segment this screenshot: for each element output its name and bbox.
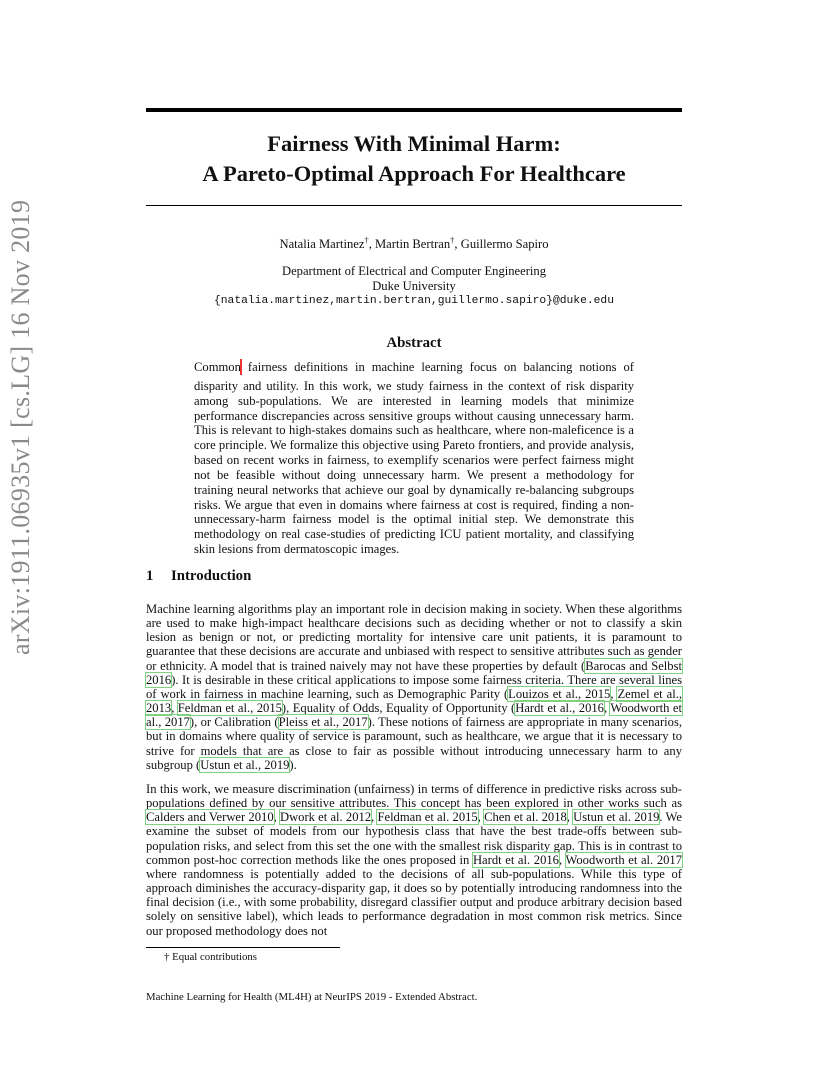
author-emails: {natalia.martinez,martin.bertran,guillermo.sapiro}@duke.edu — [214, 295, 614, 307]
abstract-heading: Abstract — [386, 335, 442, 351]
citation-link[interactable]: Hardt et al. 2016 — [472, 852, 559, 867]
footnote-rule — [146, 947, 340, 948]
citation-link[interactable]: Calders and Verwer 2010 — [146, 810, 274, 825]
university: Duke University — [372, 279, 456, 293]
citation-link[interactable]: Woodworth et al. 2017 — [565, 852, 682, 867]
citation-link[interactable]: Ustun et al. 2019 — [573, 810, 660, 825]
citation-link[interactable]: Chen et al. 2018 — [484, 810, 567, 825]
title-line-1: Fairness With Minimal Harm: — [267, 131, 561, 156]
arxiv-identifier: arXiv:1911.06935v1 [cs.LG] 16 Nov 2019 — [6, 199, 35, 655]
title-rule-top — [146, 108, 682, 112]
intro-paragraph-2: In this work, we measure discrimination (unfairness) in terms of difference in predictive risks across sub-populations defined by our sensitive attributes. This concept has been explored in other works such as Calders and Verwer 2010, Dwork et al. 2012, Feldman et al. 2015, Chen et al. 2018, Ustun et al. 2019. We examine the subset of models from our hypothesis class that have the best trade-offs between sub-population risks, and select from this set the one with the smallest risk disparity gap. This is in contrast to common post-hoc correction methods like the ones proposed in Hardt et al. 2016, Woodworth et al. 2017 where randomness is potentially added to the decisions of all sub-populations. While this type of approach diminishes the accuracy-disparity gap, it does so by potentially introducing randomness into the final decision (i.e., with some probability, disregard classifier output and produce arbitrary decision based solely on sensitive label), which leads to performance degradation in most common risk metrics. Since our proposed methodology does not — [146, 782, 683, 938]
dagger-1: † — [364, 235, 369, 245]
section-heading-introduction — [146, 568, 251, 585]
citation-link[interactable]: Dwork et al. 2012 — [279, 810, 372, 825]
affiliation — [146, 264, 682, 309]
section-title: Introduction — [171, 568, 252, 584]
citation-link[interactable]: Feldman et al., 2015 — [177, 701, 282, 716]
venue-note: Machine Learning for Health (ML4H) at NeurIPS 2019 - Extended Abstract. — [146, 991, 478, 1003]
citation-link[interactable]: Ustun et al., 2019 — [200, 757, 290, 772]
citation-link[interactable]: Pleiss et al., 2017 — [278, 715, 368, 730]
dagger-2: † — [450, 235, 455, 245]
author-2: Martin Bertran — [374, 237, 451, 252]
paper-title — [146, 129, 682, 189]
citation-link[interactable]: Barocas and Selbst 2016 — [146, 658, 682, 687]
citation-link[interactable]: Feldman et al. 2015 — [377, 810, 478, 825]
author-1: Natalia Martinez — [279, 237, 365, 252]
citation-link[interactable]: Woodworth et al., 2017 — [146, 701, 683, 730]
title-line-2: A Pareto-Optimal Approach For Healthcare — [202, 161, 626, 186]
footnote-equal-contributions: † Equal contributions — [164, 951, 257, 963]
abstract-body: Common fairness definitions in machine learning focus on balancing notions of disparity and utility. In this work, we study fairness in the context of risk disparity among sub-populations. We are interested in learning models that minimize performance discrepancies across sensitive groups without causing unnecessary harm. This is relevant to high-stakes domains such as healthcare, where non-maleficence is a core principle. We formalize this objective using Pareto frontiers, and provide analysis, based on recent works in fairness, to exemplify scenarios were perfect fairness might not be feasible without doing unnecessary harm. We present a methodology for training neural networks that achieve our goal by dynamically re-balancing subgroups risks. We argue that even in domains where fairness at cost is required, finding a non-unnecessary-harm fairness model is the optimal initial step. We demonstrate this methodology on real case-studies of predicting ICU patient mortality, and classifying skin lesions from dermatoscopic images. — [194, 360, 634, 557]
author-3: Guillermo Sapiro — [460, 237, 549, 252]
intro-paragraph-1: Machine learning algorithms play an important role in decision making in society. When these algorithms are used to make high-impact healthcare decisions such as deciding whether or not to classify a skin lesion as benign or not, or predicting mortality for intensive care unit patients, it is paramount to guarantee that these decisions are accurate and unbiased with respect to sensitive attributes such as gender or ethnicity. A model that is trained naively may not have these properties by default (Barocas and Selbst 2016). It is desirable in these critical applications to impose some fairness criteria. There are several lines of work in fairness in machine learning, such as Demographic Parity (Louizos et al., 2015, Zemel et al., 2013, Feldman et al., 2015), Equality of Odds, Equality of Opportunity (Hardt et al., 2016, Woodworth et al., 2017), or Calibration (Pleiss et al., 2017). These notions of fairness are appropriate in many scenarios, but in domains where quality of service is paramount, such as healthcare, we argue that it is necessary to strive for models that are as close to fair as possible without introducing unnecessary harm to any subgroup (Ustun et al., 2019). — [146, 602, 683, 772]
section-number: 1 — [146, 568, 154, 584]
citation-link[interactable]: Zemel et al., 2013 — [146, 686, 683, 716]
author-list: Natalia Martinez†, Martin Bertran†, Guillermo Sapiro — [279, 235, 549, 252]
title-rule-bottom — [146, 205, 682, 206]
citation-link[interactable]: Hardt et al., 2016 — [515, 701, 604, 716]
department: Department of Electrical and Computer Engineering — [281, 264, 547, 278]
citation-link[interactable]: Louizos et al., 2015 — [508, 686, 611, 701]
